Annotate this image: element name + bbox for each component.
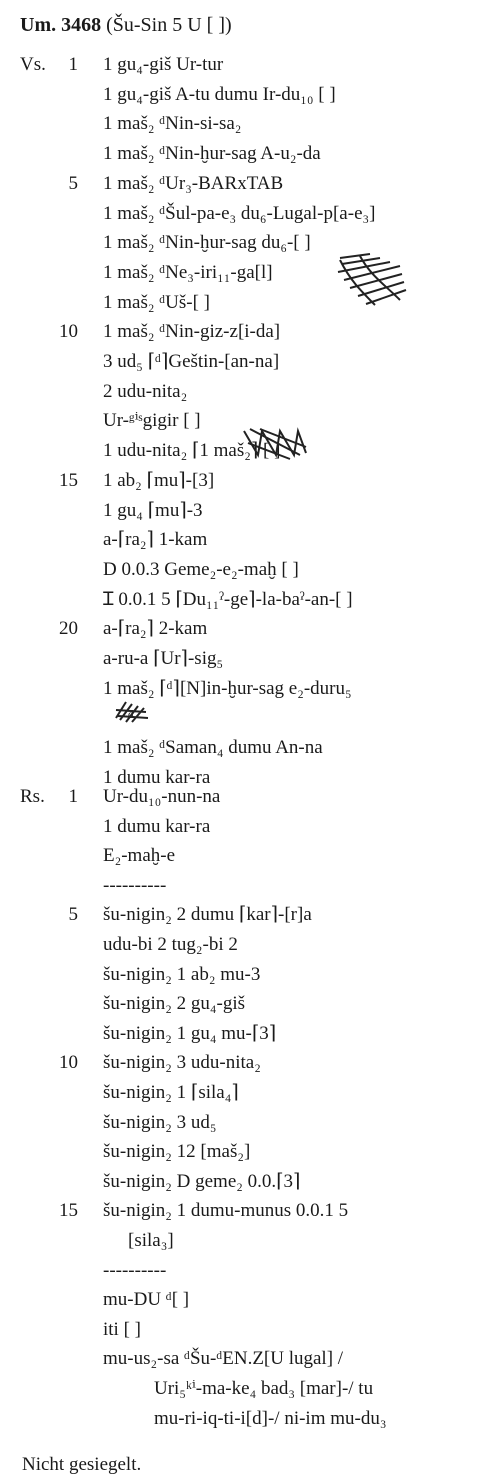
text-line xyxy=(0,466,480,496)
line-text: šu-nigin₂ 1 gu₄ mu-⌈3⌉ xyxy=(103,1022,277,1044)
text-line xyxy=(0,80,480,110)
line-text: šu-nigin₂ 1 ⌈sila₄⌉ xyxy=(103,1082,239,1103)
line-text: 1 maš₂ ᵈŠul-pa-e₃ du₆-Lugal-p[a-e₃] xyxy=(103,202,376,224)
line-text: 1 maš₂ ᵈSaman₄ dumu An-na xyxy=(103,737,323,759)
line-number: 10 xyxy=(59,321,78,343)
text-line xyxy=(0,496,480,526)
line-number: 1 xyxy=(68,54,78,75)
line-number: 20 xyxy=(59,618,78,640)
text-line xyxy=(0,930,480,960)
line-text: šu-nigin₂ 2 gu₄-giš xyxy=(103,993,246,1015)
line-text: a-⌈ra₂⌉ 1-kam xyxy=(103,529,208,551)
line-number: 5 xyxy=(68,904,78,926)
text-line xyxy=(0,1137,480,1167)
line-number: 5 xyxy=(68,172,78,194)
line-text: mu-ri-iq-ti-i[d]-/ ni-im mu-du₃ xyxy=(154,1407,387,1429)
line-text: šu-nigin₂ 12 [maš₂] xyxy=(103,1141,251,1163)
line-text: 1 maš₂ ᵈNin-ḫur-sag du₆-[ ] xyxy=(103,232,311,254)
line-text: 1 maš₂ ᵈUr₃-BARxTAB xyxy=(103,172,284,194)
damage-hatching-2 xyxy=(240,425,310,461)
line-text: mu-DU ᵈ[ ] xyxy=(103,1289,190,1311)
text-line xyxy=(0,525,480,555)
text-line xyxy=(0,812,480,842)
tablet-date: (Šu-Sin 5 U [ ]) xyxy=(106,14,232,36)
line-text: šu-nigin₂ 1 dumu-munus 0.0.1 5 xyxy=(103,1200,349,1222)
text-line xyxy=(0,555,480,585)
line-text: ---------- xyxy=(103,874,167,896)
text-line xyxy=(0,614,480,644)
line-text: 1 maš₂ ᵈNe₃-iri₁₁-ga[l] xyxy=(103,261,273,283)
line-text: [sila₃] xyxy=(128,1230,174,1251)
text-line xyxy=(0,1315,480,1345)
line-number: 15 xyxy=(59,469,78,491)
text-line xyxy=(0,139,480,169)
text-line xyxy=(0,871,480,901)
text-line xyxy=(0,1256,480,1286)
line-text: Uri₅ᵏⁱ-ma-ke₄ bad₃ [mar]-/ tu xyxy=(154,1378,374,1399)
text-line xyxy=(0,1285,480,1315)
line-text: E₂-maḫ-e xyxy=(103,845,176,867)
line-text: ᵈ xyxy=(128,707,134,729)
line-text: 1 dumu kar-ra xyxy=(103,815,211,837)
line-number: 15 xyxy=(59,1200,78,1222)
text-line xyxy=(0,644,480,674)
line-text: ---------- xyxy=(103,1259,167,1281)
text-line xyxy=(0,674,480,704)
text-line xyxy=(0,377,480,407)
text-line xyxy=(0,841,480,871)
line-text: D 0.0.3 Geme₂-e₂-maḫ [ ] xyxy=(103,558,299,580)
line-text: 1 maš₂ ᵈUš-[ ] xyxy=(103,291,210,313)
line-text: mu-us₂-sa ᵈŠu-ᵈEN.Z[U lugal] / xyxy=(103,1348,344,1370)
text-line xyxy=(0,1374,480,1404)
line-text: šu-nigin₂ 3 ud₅ xyxy=(103,1111,217,1133)
text-line xyxy=(0,1108,480,1138)
line-text: Ur-du₁₀-nun-na xyxy=(103,786,221,807)
line-text: 2 udu-nita₂ xyxy=(103,380,188,402)
line-text: Ɪ 0.0.1 5 ⌈Du₁₁ˀ-ge⌉-la-baˀ-an-[ ] xyxy=(103,588,353,610)
line-text: 1 dumu kar-ra xyxy=(103,766,211,788)
tablet-id: Um. 3468 xyxy=(20,14,102,36)
line-text: šu-nigin₂ 3 udu-nita₂ xyxy=(103,1052,261,1074)
text-line xyxy=(0,347,480,377)
line-text: 1 gu₄ ⌈mu⌉-3 xyxy=(103,499,203,521)
line-text: a-⌈ra₂⌉ 2-kam xyxy=(103,618,208,640)
side-label: Vs. xyxy=(20,54,46,75)
text-line xyxy=(0,199,480,229)
line-text: 1 ab₂ ⌈mu⌉-[3] xyxy=(103,469,215,491)
text-line xyxy=(0,109,480,139)
text-line xyxy=(0,317,480,347)
text-line xyxy=(0,733,480,763)
text-line xyxy=(0,1344,480,1374)
line-text: šu-nigin₂ 1 ab₂ mu-3 xyxy=(103,963,261,985)
line-number: 1 xyxy=(68,786,78,807)
line-text: 1 maš₂ ⌈ᵈ⌉[N]in-ḫur-sag e₂-duru₅ xyxy=(103,677,352,699)
text-line xyxy=(0,1078,480,1108)
text-line xyxy=(0,703,480,733)
text-line xyxy=(0,960,480,990)
line-text: udu-bi 2 tug₂-bi 2 xyxy=(103,934,238,955)
text-line xyxy=(0,1196,480,1226)
text-line xyxy=(0,169,480,199)
text-line xyxy=(0,1019,480,1049)
line-text: a-ru-a ⌈Ur⌉-sig₅ xyxy=(103,648,224,669)
line-text: 1 udu-nita₂ ⌈1 maš₂⌉ [ ] xyxy=(103,440,281,462)
line-text: šu-nigin₂ 2 dumu ⌈kar⌉-[r]a xyxy=(103,904,312,926)
text-line xyxy=(0,1404,480,1434)
text-line xyxy=(0,989,480,1019)
line-text: 1 maš₂ ᵈNin-ḫur-sag A-u₂-da xyxy=(103,143,321,165)
line-text: 1 maš₂ ᵈNin-si-sa₂ xyxy=(103,113,242,135)
line-text: 1 maš₂ ᵈNin-giz-z[i-da] xyxy=(103,321,281,343)
line-text: 3 ud₅ ⌈ᵈ⌉Geštin-[an-na] xyxy=(103,351,280,372)
line-text: iti [ ] xyxy=(103,1318,141,1340)
damage-hatching-3 xyxy=(112,698,152,724)
text-line xyxy=(0,1226,480,1256)
line-text: 1 gu₄-giš Ur-tur xyxy=(103,54,224,75)
damage-hatching-1 xyxy=(330,250,410,310)
line-number: 10 xyxy=(59,1052,78,1074)
line-text: Ur-ᵍⁱˢgigir [ ] xyxy=(103,410,201,432)
text-line xyxy=(0,1048,480,1078)
text-line xyxy=(0,782,480,812)
text-line xyxy=(0,1167,480,1197)
text-line xyxy=(0,900,480,930)
text-line xyxy=(0,585,480,615)
side-label: Rs. xyxy=(20,786,45,807)
line-text: 1 gu₄-giš A-tu dumu Ir-du₁₀ [ ] xyxy=(103,83,336,105)
tablet-heading xyxy=(20,14,232,37)
text-line xyxy=(0,50,480,80)
line-text: šu-nigin₂ D geme₂ 0.0.⌈3⌉ xyxy=(103,1170,301,1192)
seal-note: Nicht gesiegelt. xyxy=(22,1454,142,1475)
